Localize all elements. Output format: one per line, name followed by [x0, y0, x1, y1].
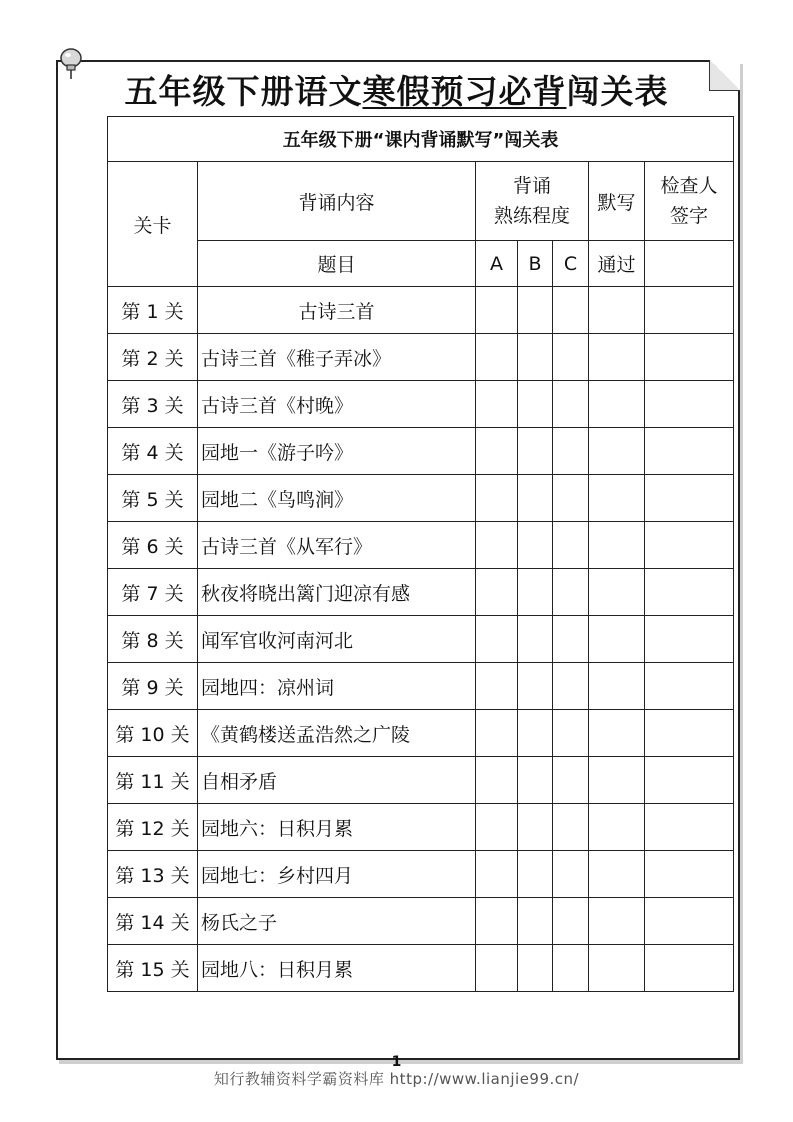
cell-dictation-pass[interactable]	[589, 569, 645, 616]
cell-dictation-pass[interactable]	[589, 804, 645, 851]
cell-dictation-pass[interactable]	[589, 428, 645, 475]
cell-checker-signature[interactable]	[645, 898, 734, 945]
header-proficiency-line2: 熟练程度	[493, 205, 570, 227]
cell-checker-signature[interactable]	[645, 569, 734, 616]
cell-a[interactable]	[476, 757, 518, 804]
table-row	[108, 710, 734, 757]
row-content: 自相矛盾	[198, 757, 476, 804]
cell-dictation-pass[interactable]	[589, 522, 645, 569]
cell-b[interactable]	[518, 522, 553, 569]
row-gate: 第 10 关	[108, 710, 198, 757]
row-gate: 第 7 关	[108, 569, 198, 616]
table-row	[108, 287, 734, 334]
cell-c[interactable]	[553, 710, 589, 757]
cell-b[interactable]	[518, 475, 553, 522]
cell-a[interactable]	[476, 381, 518, 428]
row-content: 闻军官收河南河北	[198, 616, 476, 663]
cell-b[interactable]	[518, 569, 553, 616]
header-checker-line1: 检查人	[660, 175, 718, 197]
row-content: 园地六：日积月累	[198, 804, 476, 851]
row-gate: 第 5 关	[108, 475, 198, 522]
title-part-3: 闯关表	[566, 72, 669, 111]
row-gate: 第 14 关	[108, 898, 198, 945]
cell-checker-signature[interactable]	[645, 522, 734, 569]
header-topic: 题目	[198, 241, 476, 287]
table-caption-row	[108, 117, 734, 162]
cell-b[interactable]	[518, 663, 553, 710]
cell-c[interactable]	[553, 804, 589, 851]
cell-a[interactable]	[476, 475, 518, 522]
header-b: B	[518, 241, 553, 287]
row-gate: 第 11 关	[108, 757, 198, 804]
cell-a[interactable]	[476, 851, 518, 898]
row-gate: 第 8 关	[108, 616, 198, 663]
cell-a[interactable]	[476, 287, 518, 334]
title-part-1: 五年级下册语文	[124, 72, 363, 111]
cell-checker-signature[interactable]	[645, 663, 734, 710]
table-row	[108, 428, 734, 475]
row-gate: 第 2 关	[108, 334, 198, 381]
cell-b[interactable]	[518, 381, 553, 428]
cell-c[interactable]	[553, 428, 589, 475]
cell-c[interactable]	[553, 287, 589, 334]
cell-a[interactable]	[476, 569, 518, 616]
cell-c[interactable]	[553, 945, 589, 992]
table-row	[108, 616, 734, 663]
header-checker-line2: 签字	[670, 205, 709, 227]
cell-checker-signature[interactable]	[645, 710, 734, 757]
cell-c[interactable]	[553, 522, 589, 569]
page-title	[0, 66, 793, 113]
cell-dictation-pass[interactable]	[589, 616, 645, 663]
cell-checker-signature[interactable]	[645, 381, 734, 428]
row-gate: 第 15 关	[108, 945, 198, 992]
cell-dictation-pass[interactable]	[589, 710, 645, 757]
table-row	[108, 851, 734, 898]
cell-c[interactable]	[553, 569, 589, 616]
table-row	[108, 804, 734, 851]
header-content: 背诵内容	[198, 162, 476, 241]
cell-dictation-pass[interactable]	[589, 945, 645, 992]
row-gate: 第 9 关	[108, 663, 198, 710]
table-row	[108, 334, 734, 381]
cell-a[interactable]	[476, 710, 518, 757]
header-proficiency-line1: 背诵	[512, 175, 551, 197]
row-content: 园地二《鸟鸣涧》	[198, 475, 476, 522]
header-dictation: 默写	[589, 162, 645, 241]
cell-a[interactable]	[476, 804, 518, 851]
cell-c[interactable]	[553, 334, 589, 381]
cell-a[interactable]	[476, 945, 518, 992]
cell-dictation-pass[interactable]	[589, 851, 645, 898]
cell-checker-signature[interactable]	[645, 757, 734, 804]
cell-dictation-pass[interactable]	[589, 334, 645, 381]
cell-b[interactable]	[518, 898, 553, 945]
table-row	[108, 898, 734, 945]
cell-c[interactable]	[553, 757, 589, 804]
cell-b[interactable]	[518, 616, 553, 663]
row-gate: 第 6 关	[108, 522, 198, 569]
cell-b[interactable]	[518, 287, 553, 334]
cell-b[interactable]	[518, 334, 553, 381]
cell-dictation-pass[interactable]	[589, 757, 645, 804]
cell-checker-signature[interactable]	[645, 475, 734, 522]
header-row-1	[108, 162, 734, 241]
row-content: 杨氏之子	[198, 898, 476, 945]
footer-watermark: 知行教辅资料学霸资料库 http://www.lianjie99.cn/	[213, 1070, 580, 1088]
row-content: 秋夜将晓出篱门迎凉有感	[198, 569, 476, 616]
cell-dictation-pass[interactable]	[589, 663, 645, 710]
header-row-2	[108, 241, 734, 287]
row-content: 园地一《游子吟》	[198, 428, 476, 475]
row-content: 古诗三首《从军行》	[198, 522, 476, 569]
cell-a[interactable]	[476, 334, 518, 381]
header-gate: 关卡	[108, 162, 198, 287]
cell-checker-signature[interactable]	[645, 851, 734, 898]
row-content: 古诗三首《稚子弄冰》	[198, 334, 476, 381]
table-caption: 五年级下册“课内背诵默写”闯关表	[108, 117, 734, 162]
table-row	[108, 475, 734, 522]
cell-b[interactable]	[518, 710, 553, 757]
cell-b[interactable]	[518, 851, 553, 898]
row-gate: 第 12 关	[108, 804, 198, 851]
cell-b[interactable]	[518, 945, 553, 992]
cell-dictation-pass[interactable]	[589, 475, 645, 522]
header-pass: 通过	[589, 241, 645, 287]
cell-b[interactable]	[518, 804, 553, 851]
cell-dictation-pass[interactable]	[589, 898, 645, 945]
table-row	[108, 757, 734, 804]
cell-dictation-pass[interactable]	[589, 287, 645, 334]
cell-checker-signature[interactable]	[645, 287, 734, 334]
page-number: 1	[391, 1054, 402, 1070]
row-gate: 第 1 关	[108, 287, 198, 334]
cell-c[interactable]	[553, 381, 589, 428]
header-c: C	[553, 241, 589, 287]
cell-checker-signature[interactable]	[645, 428, 734, 475]
cell-c[interactable]	[553, 616, 589, 663]
cell-checker-signature[interactable]	[645, 804, 734, 851]
row-gate: 第 13 关	[108, 851, 198, 898]
cell-c[interactable]	[553, 851, 589, 898]
row-gate: 第 4 关	[108, 428, 198, 475]
cell-c[interactable]	[553, 475, 589, 522]
row-content: 古诗三首	[198, 287, 476, 334]
title-part-2-underlined: 寒假预习必背	[362, 72, 567, 111]
header-a: A	[476, 241, 518, 287]
cell-a[interactable]	[476, 898, 518, 945]
cell-b[interactable]	[518, 757, 553, 804]
row-content: 园地四：凉州词	[198, 663, 476, 710]
cell-a[interactable]	[476, 522, 518, 569]
header-checker	[645, 162, 734, 241]
row-content: 园地七：乡村四月	[198, 851, 476, 898]
table-row	[108, 569, 734, 616]
cell-checker-signature[interactable]	[645, 945, 734, 992]
header-proficiency	[476, 162, 589, 241]
table-row	[108, 381, 734, 428]
cell-a[interactable]	[476, 663, 518, 710]
table-row	[108, 945, 734, 992]
checklist-table	[107, 116, 734, 992]
row-content: 《黄鹤楼送孟浩然之广陵	[198, 710, 476, 757]
cell-a[interactable]	[476, 428, 518, 475]
table-row	[108, 663, 734, 710]
cell-c[interactable]	[553, 898, 589, 945]
cell-checker-signature[interactable]	[645, 616, 734, 663]
cell-c[interactable]	[553, 663, 589, 710]
cell-b[interactable]	[518, 428, 553, 475]
cell-dictation-pass[interactable]	[589, 381, 645, 428]
table-row	[108, 522, 734, 569]
cell-checker-signature[interactable]	[645, 334, 734, 381]
row-content: 园地八：日积月累	[198, 945, 476, 992]
header-checker-empty	[645, 241, 734, 287]
cell-a[interactable]	[476, 616, 518, 663]
row-content: 古诗三首《村晚》	[198, 381, 476, 428]
row-gate: 第 3 关	[108, 381, 198, 428]
